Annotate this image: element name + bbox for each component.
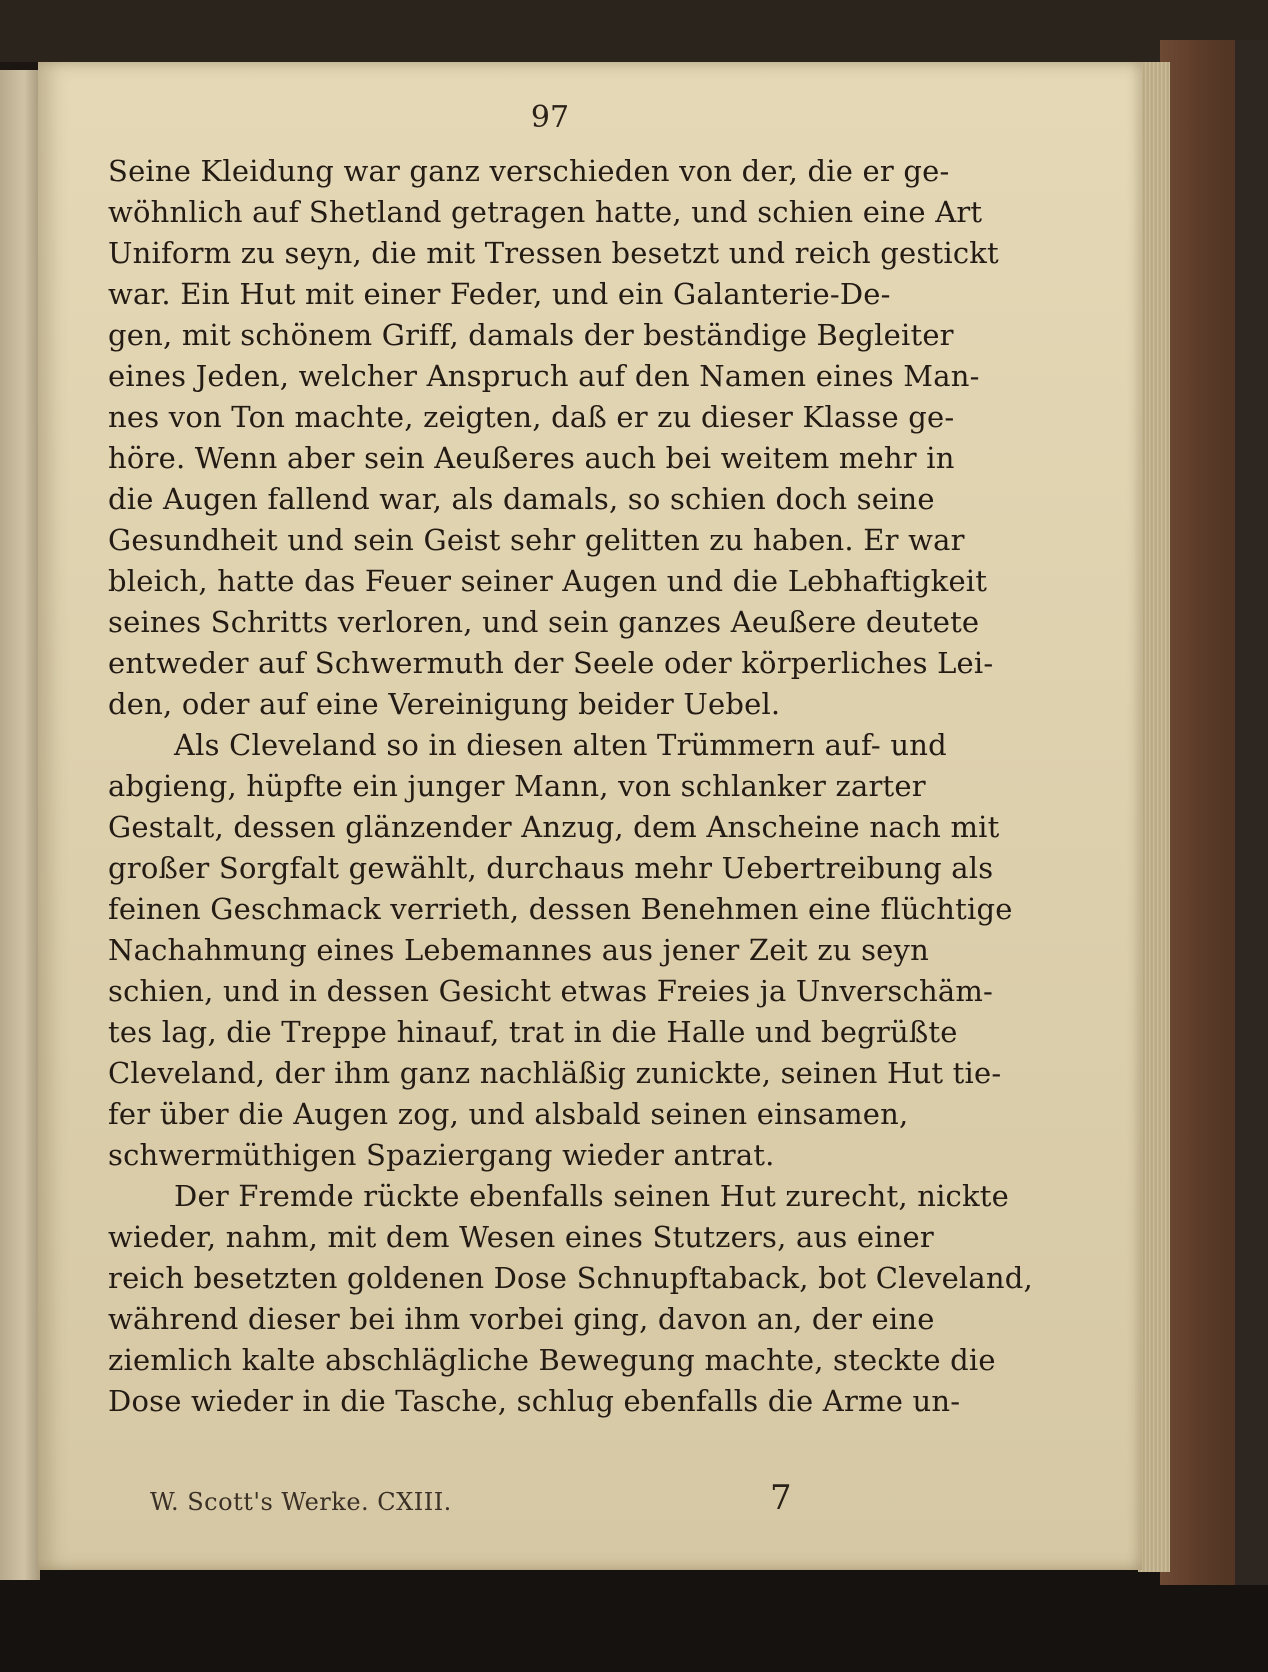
text-line: abgieng, hüpfte ein junger Mann, von schlanker zarter [108,769,926,803]
text-line: höre. Wenn aber sein Aeußeres auch bei weitem mehr in [108,441,955,475]
text-line: reich besetzten goldenen Dose Schnupftaback, bot Cleveland, [108,1261,1033,1295]
background-top [0,0,1268,62]
signature-mark: 7 [770,1478,792,1518]
text-line: war. Ein Hut mit einer Feder, und ein Galanterie-De- [108,277,891,311]
text-line: wöhnlich auf Shetland getragen hatte, und schien eine Art [108,195,983,229]
text-line: Cleveland, der ihm ganz nachläßig zunickte, seinen Hut tie- [108,1056,1002,1090]
text-line: bleich, hatte das Feuer seiner Augen und die Lebhaftigkeit [108,564,988,598]
text-line: ziemlich kalte abschlägliche Bewegung machte, steckte die [108,1343,996,1377]
text-line: Gestalt, dessen glänzender Anzug, dem Anscheine nach mit [108,810,1000,844]
text-line: schwermüthigen Spaziergang wieder antrat. [108,1138,775,1172]
text-line: gen, mit schönem Griff, damals der beständige Begleiter [108,318,954,352]
text-line: Uniform zu seyn, die mit Tressen besetzt und reich gestickt [108,236,999,270]
text-line: Als Cleveland so in diesen alten Trümmern auf- und [174,728,947,762]
text-line: eines Jeden, welcher Anspruch auf den Namen eines Man- [108,359,980,393]
printer-signature: W. Scott's Werke. CXIII. [150,1488,452,1516]
text-line: feinen Geschmack verrieth, dessen Benehmen eine flüchtige [108,892,1013,926]
text-line: die Augen fallend war, als damals, so schien doch seine [108,482,935,516]
background-bottom [0,1568,1268,1672]
text-line: tes lag, die Treppe hinauf, trat in die Halle und begrüßte [108,1015,958,1049]
text-line: schien, und in dessen Gesicht etwas Freies ja Unverschäm- [108,974,994,1008]
text-line: Seine Kleidung war ganz verschieden von der, die er ge- [108,154,950,188]
text-line: nes von Ton machte, zeigten, daß er zu dieser Klasse ge- [108,400,955,434]
text-line: während dieser bei ihm vorbei ging, davon an, der eine [108,1302,935,1336]
facing-page-edge [0,70,40,1580]
text-line: großer Sorgfalt gewählt, durchaus mehr Uebertreibung als [108,851,994,885]
text-line: wieder, nahm, mit dem Wesen eines Stutzers, aus einer [108,1220,934,1254]
text-line: fer über die Augen zog, und alsbald seinen einsamen, [108,1097,909,1131]
book-spine-edge [1235,40,1268,1585]
text-line: Dose wieder in die Tasche, schlug ebenfalls die Arme un- [108,1384,961,1418]
page-stack-edges [1138,62,1170,1572]
text-line: Nachahmung eines Lebemannes aus jener Zeit zu seyn [108,933,929,967]
text-line: entweder auf Schwermuth der Seele oder körperliches Lei- [108,646,994,680]
text-line: Der Fremde rückte ebenfalls seinen Hut zurecht, nickte [174,1179,1009,1213]
text-line: den, oder auf eine Vereinigung beider Uebel. [108,687,781,721]
text-line: Gesundheit und sein Geist sehr gelitten zu haben. Er war [108,523,965,557]
page-number: 97 [530,100,570,135]
text-line: seines Schritts verloren, und sein ganzes Aeußere deutete [108,605,980,639]
